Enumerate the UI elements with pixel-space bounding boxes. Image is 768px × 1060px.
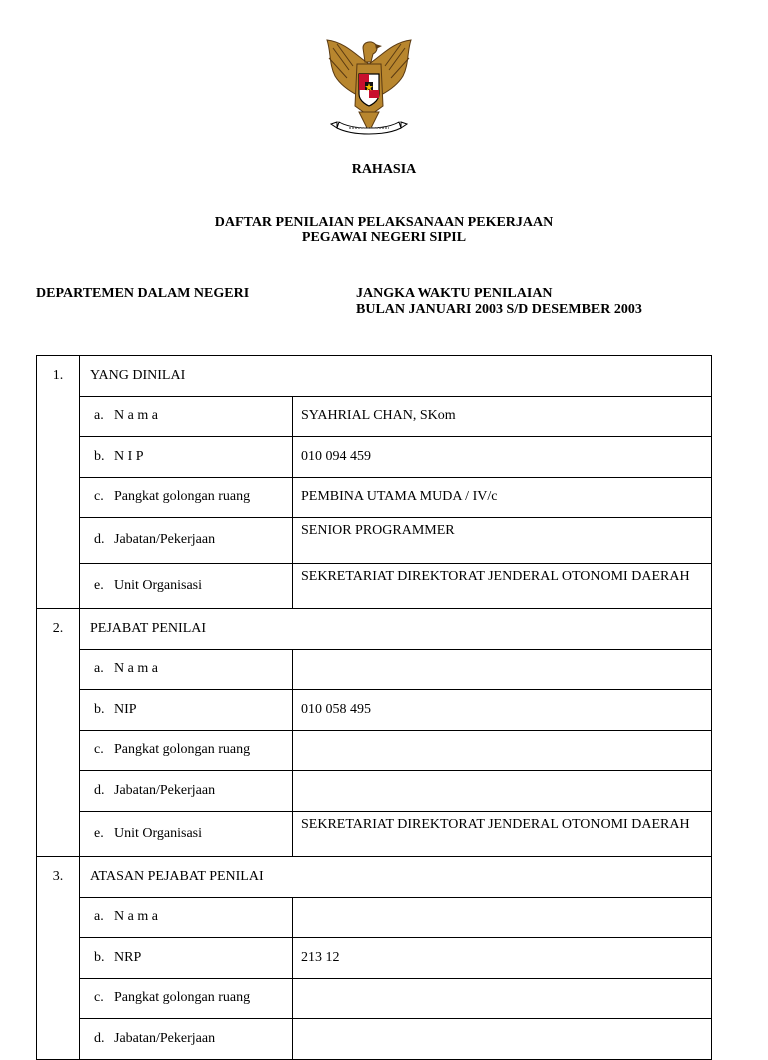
row-label: N a m a xyxy=(114,661,158,677)
row-letter: e. xyxy=(94,825,104,841)
row-letter: a. xyxy=(94,661,104,677)
table-row xyxy=(37,897,712,938)
row-label: Unit Organisasi xyxy=(114,825,203,841)
document-title-line1: DAFTAR PENILAIAN PELAKSANAAN PEKERJAAN xyxy=(214,215,554,230)
section-row xyxy=(37,609,712,650)
table-row xyxy=(37,938,712,979)
row-letter: d. xyxy=(94,1030,105,1046)
table-row xyxy=(37,477,712,518)
table-row xyxy=(37,563,712,609)
row-label: N a m a xyxy=(114,408,158,424)
table-row xyxy=(37,730,712,771)
row-letter: d. xyxy=(94,532,105,548)
row-value xyxy=(293,1019,712,1060)
classification-label: RAHASIA xyxy=(351,162,417,177)
section-title: YANG DINILAI xyxy=(80,356,712,397)
row-label: Unit Organisasi xyxy=(114,577,203,593)
row-letter: e. xyxy=(94,577,104,593)
row-letter: a. xyxy=(94,909,104,925)
section-row xyxy=(37,356,712,397)
section-title: PEJABAT PENILAI xyxy=(80,609,712,650)
section-row xyxy=(37,857,712,898)
row-value: 010 094 459 xyxy=(293,437,712,478)
table-row xyxy=(37,1019,712,1060)
section-number: 3. xyxy=(37,857,80,1060)
assessment-period xyxy=(356,286,642,318)
table-row xyxy=(37,396,712,437)
row-value xyxy=(293,649,712,690)
row-label: Jabatan/Pekerjaan xyxy=(114,782,216,798)
row-letter: c. xyxy=(94,489,104,505)
row-label: NIP xyxy=(114,701,137,717)
table-row xyxy=(37,978,712,1019)
row-letter: b. xyxy=(94,701,105,717)
table-row xyxy=(37,518,712,564)
assessment-form-table xyxy=(36,355,712,1060)
row-label: Jabatan/Pekerjaan xyxy=(114,532,216,548)
row-label: Pangkat golongan ruang xyxy=(114,990,251,1006)
table-row xyxy=(37,649,712,690)
row-letter: b. xyxy=(94,949,105,965)
row-letter: b. xyxy=(94,448,105,464)
row-value xyxy=(293,730,712,771)
row-label: N I P xyxy=(114,448,144,464)
row-value xyxy=(293,978,712,1019)
section-number: 2. xyxy=(37,609,80,857)
row-label: Pangkat golongan ruang xyxy=(114,489,251,505)
table-row xyxy=(37,690,712,731)
row-value: SENIOR PROGRAMMER xyxy=(293,518,712,564)
row-letter: d. xyxy=(94,782,105,798)
table-row xyxy=(37,771,712,812)
table-row xyxy=(37,437,712,478)
row-letter: a. xyxy=(94,408,104,424)
section-title: ATASAN PEJABAT PENILAI xyxy=(80,857,712,898)
row-value xyxy=(293,771,712,812)
row-letter: c. xyxy=(94,742,104,758)
row-value: PEMBINA UTAMA MUDA / IV/c xyxy=(293,477,712,518)
row-value: 213 12 xyxy=(293,938,712,979)
period-value: BULAN JANUARI 2003 S/D DESEMBER 2003 xyxy=(356,302,642,317)
row-value: SEKRETARIAT DIREKTORAT JENDERAL OTONOMI DAERAH xyxy=(293,563,712,609)
row-label: Jabatan/Pekerjaan xyxy=(114,1030,216,1046)
section-number: 1. xyxy=(37,356,80,609)
row-letter: c. xyxy=(94,990,104,1006)
period-label: JANGKA WAKTU PENILAIAN xyxy=(356,286,553,301)
row-value xyxy=(293,897,712,938)
garuda-emblem-icon xyxy=(319,34,419,140)
document-title-line2: PEGAWAI NEGERI SIPIL xyxy=(301,230,467,245)
row-value: 010 058 495 xyxy=(293,690,712,731)
row-value: SYAHRIAL CHAN, SKom xyxy=(293,396,712,437)
table-row xyxy=(37,811,712,857)
department-name: DEPARTEMEN DALAM NEGERI xyxy=(36,286,250,301)
row-label: Pangkat golongan ruang xyxy=(114,742,251,758)
row-value: SEKRETARIAT DIREKTORAT JENDERAL OTONOMI DAERAH xyxy=(293,811,712,857)
row-label: N a m a xyxy=(114,909,158,925)
row-label: NRP xyxy=(114,949,142,965)
